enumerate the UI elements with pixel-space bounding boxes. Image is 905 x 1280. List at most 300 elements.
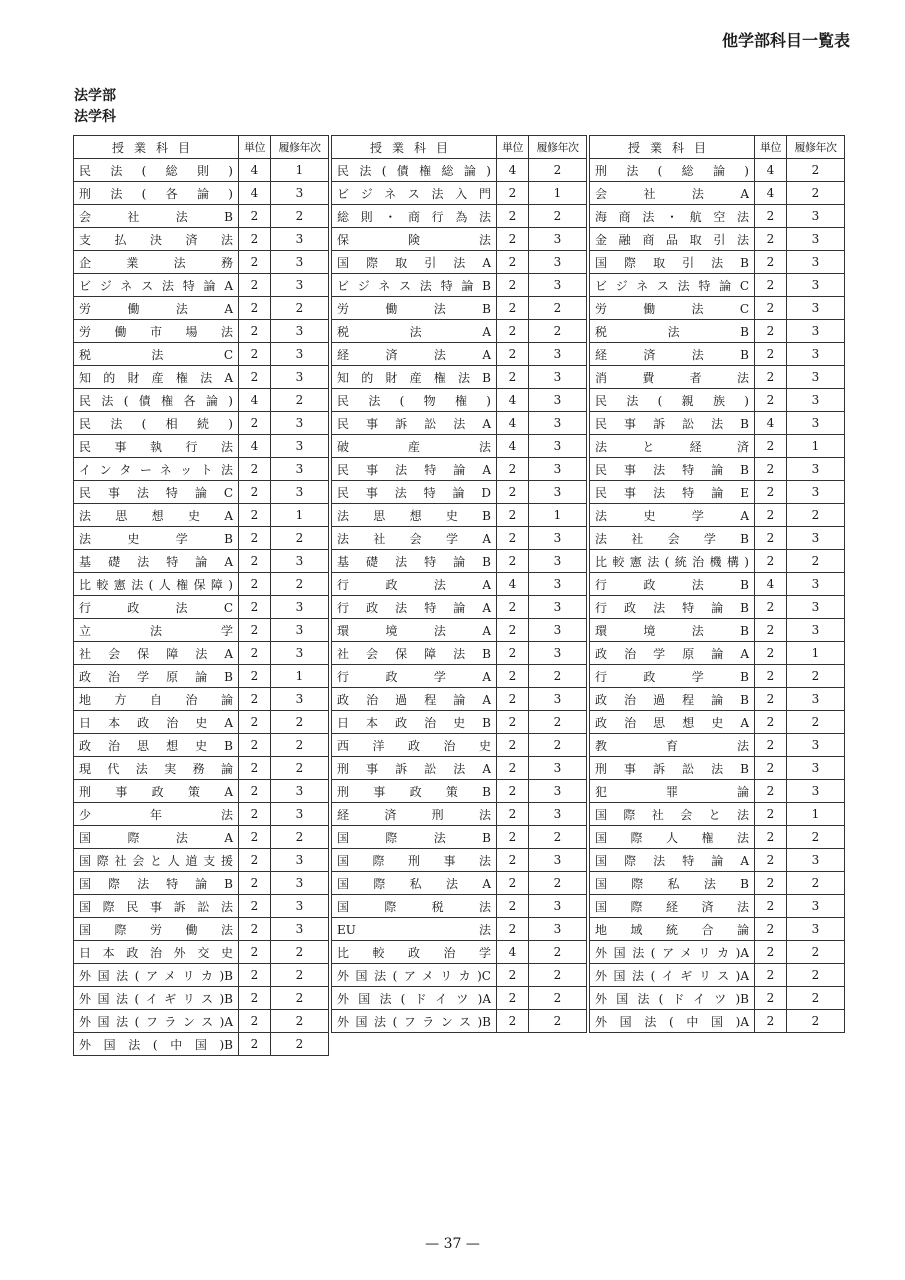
course-year: 2: [529, 711, 587, 734]
table-row: [74, 481, 329, 504]
table-row: [332, 1010, 587, 1033]
course-units: 2: [497, 619, 529, 642]
course-name: 国際社会と人道支援: [74, 849, 239, 872]
course-name: 民事法特論D: [332, 481, 497, 504]
course-units: 2: [239, 458, 271, 481]
course-name: 政治思想史B: [74, 734, 239, 757]
course-name: 外国法(ドイツ)B: [590, 987, 755, 1010]
course-year: 2: [787, 964, 845, 987]
course-units: 2: [497, 918, 529, 941]
table-row: [332, 688, 587, 711]
course-year: 2: [529, 665, 587, 688]
course-units: 2: [755, 895, 787, 918]
course-units: 2: [755, 1010, 787, 1033]
course-units: 2: [755, 435, 787, 458]
course-units: 2: [239, 1010, 271, 1033]
course-name: 経済法A: [332, 343, 497, 366]
table-row: [590, 389, 845, 412]
course-name: 日本政治史A: [74, 711, 239, 734]
course-name: 知的財産権法A: [74, 366, 239, 389]
course-units: 4: [497, 435, 529, 458]
course-name: 地方自治論: [74, 688, 239, 711]
course-year: 3: [787, 297, 845, 320]
course-year: 3: [529, 780, 587, 803]
course-units: 4: [755, 182, 787, 205]
header-units: 単位: [755, 136, 787, 159]
course-name: 国際法B: [332, 826, 497, 849]
course-units: 4: [755, 573, 787, 596]
course-year: 3: [271, 895, 329, 918]
table-row: [590, 412, 845, 435]
course-units: 2: [239, 550, 271, 573]
course-units: 2: [497, 297, 529, 320]
course-units: 2: [239, 366, 271, 389]
course-year: 3: [529, 550, 587, 573]
course-units: 2: [239, 987, 271, 1010]
course-name: 基礎法特論A: [74, 550, 239, 573]
course-year: 2: [787, 826, 845, 849]
table-row: [74, 366, 329, 389]
table-row: [590, 251, 845, 274]
course-units: 2: [755, 619, 787, 642]
course-units: 2: [497, 849, 529, 872]
course-name: 消費者法: [590, 366, 755, 389]
course-year: 3: [787, 389, 845, 412]
course-year: 2: [787, 665, 845, 688]
course-units: 2: [755, 987, 787, 1010]
course-year: 1: [787, 435, 845, 458]
header-subject-label: 授業科目: [111, 140, 200, 155]
course-name: 刑法(各論): [74, 182, 239, 205]
course-year: 3: [529, 228, 587, 251]
course-units: 2: [497, 803, 529, 826]
table-row: [74, 642, 329, 665]
course-name: 社会保障法B: [332, 642, 497, 665]
course-name: ビジネス法特論B: [332, 274, 497, 297]
course-units: 4: [497, 941, 529, 964]
course-units: 2: [755, 757, 787, 780]
course-name: 行政法A: [332, 573, 497, 596]
course-name: 法史学B: [74, 527, 239, 550]
header-subject-label: 授業科目: [627, 140, 716, 155]
course-name: 国際私法A: [332, 872, 497, 895]
course-year: 3: [271, 320, 329, 343]
course-year: 2: [787, 987, 845, 1010]
course-name: 法と経済: [590, 435, 755, 458]
course-year: 3: [271, 596, 329, 619]
course-units: 2: [497, 734, 529, 757]
course-units: 2: [755, 527, 787, 550]
course-year: 3: [271, 182, 329, 205]
course-year: 2: [529, 205, 587, 228]
header-subject: [74, 136, 239, 159]
course-name: 行政法特論A: [332, 596, 497, 619]
course-units: 2: [755, 481, 787, 504]
table-row: [590, 642, 845, 665]
table-row: [74, 918, 329, 941]
course-units: 2: [755, 918, 787, 941]
course-year: 2: [787, 872, 845, 895]
course-name: 経済法B: [590, 343, 755, 366]
course-units: 4: [755, 159, 787, 182]
course-units: 2: [239, 527, 271, 550]
course-year: 2: [529, 734, 587, 757]
table-row: [590, 297, 845, 320]
table-row: [332, 389, 587, 412]
course-name: 日本政治史B: [332, 711, 497, 734]
table-row: [332, 458, 587, 481]
course-year: 3: [271, 849, 329, 872]
table-header-row: [332, 136, 587, 159]
table-row: [74, 688, 329, 711]
course-name: 外国法(中国)B: [74, 1033, 239, 1056]
course-name: 比較憲法(統治機構): [590, 550, 755, 573]
course-year: 3: [271, 803, 329, 826]
table-row: [590, 964, 845, 987]
course-name: 外国法(イギリス)B: [74, 987, 239, 1010]
course-name: 会社法B: [74, 205, 239, 228]
table-row: [74, 320, 329, 343]
course-name: 会社法A: [590, 182, 755, 205]
course-units: 2: [755, 964, 787, 987]
table-row: [590, 987, 845, 1010]
course-name: 外国法(アメリカ)A: [590, 941, 755, 964]
table-row: [332, 711, 587, 734]
course-units: 2: [497, 1010, 529, 1033]
course-name: 法社会学B: [590, 527, 755, 550]
course-name: 政治過程論B: [590, 688, 755, 711]
course-year: 3: [529, 688, 587, 711]
table-row: [332, 642, 587, 665]
table-row: [590, 734, 845, 757]
course-name: 保険法: [332, 228, 497, 251]
course-name: 外国法(アメリカ)C: [332, 964, 497, 987]
course-name: 経済刑法: [332, 803, 497, 826]
table-row: [332, 159, 587, 182]
table-row: [332, 918, 587, 941]
course-name: 民事訴訟法A: [332, 412, 497, 435]
course-units: 2: [497, 182, 529, 205]
course-name: 国際法A: [74, 826, 239, 849]
course-year: 3: [787, 251, 845, 274]
header-subject: [590, 136, 755, 159]
course-units: 2: [755, 251, 787, 274]
course-name: 破産法: [332, 435, 497, 458]
course-year: 2: [271, 1010, 329, 1033]
course-year: 1: [271, 504, 329, 527]
course-name: 民法(相続): [74, 412, 239, 435]
course-name: 現代法実務論: [74, 757, 239, 780]
course-name: 国際法特論B: [74, 872, 239, 895]
faculty-block: [74, 86, 116, 128]
course-name: 国際人権法: [590, 826, 755, 849]
course-name: 労働法A: [74, 297, 239, 320]
table-row: [590, 941, 845, 964]
course-name: 国際社会と法: [590, 803, 755, 826]
table-row: [332, 228, 587, 251]
course-name: 行政法特論B: [590, 596, 755, 619]
table-row: [332, 435, 587, 458]
course-year: 3: [529, 274, 587, 297]
course-units: 2: [755, 274, 787, 297]
course-name: 刑事政策B: [332, 780, 497, 803]
header-year: 履修年次: [529, 136, 587, 159]
course-year: 2: [271, 987, 329, 1010]
course-units: 2: [497, 665, 529, 688]
table-row: [332, 964, 587, 987]
course-units: 4: [239, 435, 271, 458]
course-units: 2: [497, 642, 529, 665]
course-units: 2: [239, 596, 271, 619]
course-units: 2: [497, 826, 529, 849]
course-year: 3: [787, 320, 845, 343]
course-units: 4: [239, 159, 271, 182]
table-row: [332, 320, 587, 343]
course-units: 2: [497, 550, 529, 573]
course-name: 国際法特論A: [590, 849, 755, 872]
course-year: 3: [787, 412, 845, 435]
table-row: [74, 228, 329, 251]
course-year: 2: [271, 734, 329, 757]
course-units: 2: [497, 596, 529, 619]
course-year: 2: [271, 941, 329, 964]
table-row: [332, 803, 587, 826]
course-name: 行政学B: [590, 665, 755, 688]
course-year: 2: [529, 987, 587, 1010]
header-year: 履修年次: [271, 136, 329, 159]
course-units: 4: [497, 412, 529, 435]
course-year: 2: [271, 757, 329, 780]
table-row: [590, 366, 845, 389]
course-year: 1: [529, 504, 587, 527]
course-units: 4: [497, 159, 529, 182]
course-name: 国際私法B: [590, 872, 755, 895]
course-name: 外国法(ドイツ)A: [332, 987, 497, 1010]
course-year: 3: [529, 389, 587, 412]
table-row: [590, 895, 845, 918]
course-units: 2: [239, 826, 271, 849]
course-units: 2: [497, 895, 529, 918]
course-year: 3: [787, 527, 845, 550]
course-year: 3: [271, 550, 329, 573]
course-name: 国際税法: [332, 895, 497, 918]
course-name: 民法(総則): [74, 159, 239, 182]
course-year: 3: [787, 366, 845, 389]
course-units: 4: [755, 412, 787, 435]
course-units: 2: [755, 849, 787, 872]
table-row: [332, 596, 587, 619]
table-row: [332, 251, 587, 274]
course-name: 外国法(中国)A: [590, 1010, 755, 1033]
course-units: 2: [755, 734, 787, 757]
course-units: 4: [239, 389, 271, 412]
course-name: 民法(債権各論): [74, 389, 239, 412]
course-year: 3: [787, 481, 845, 504]
table-row: [74, 849, 329, 872]
course-name: 労働市場法: [74, 320, 239, 343]
table-header-row: [74, 136, 329, 159]
course-year: 3: [529, 849, 587, 872]
course-units: 2: [497, 711, 529, 734]
course-units: 4: [239, 182, 271, 205]
course-year: 3: [271, 412, 329, 435]
table-row: [332, 619, 587, 642]
table-row: [74, 159, 329, 182]
course-year: 3: [529, 527, 587, 550]
table-row: [590, 826, 845, 849]
course-name: 総則・商行為法: [332, 205, 497, 228]
course-units: 2: [497, 987, 529, 1010]
course-name: 政治思想史A: [590, 711, 755, 734]
course-name: 外国法(アメリカ)B: [74, 964, 239, 987]
course-units: 2: [497, 688, 529, 711]
table-row: [590, 757, 845, 780]
course-year: 2: [787, 1010, 845, 1033]
course-name: 教育法: [590, 734, 755, 757]
course-units: 2: [755, 780, 787, 803]
course-units: 2: [755, 826, 787, 849]
course-units: 2: [497, 274, 529, 297]
course-units: 2: [239, 780, 271, 803]
table-row: [74, 895, 329, 918]
course-year: 3: [529, 435, 587, 458]
course-units: 2: [239, 573, 271, 596]
table-row: [332, 205, 587, 228]
course-name: 政治学原論B: [74, 665, 239, 688]
course-year: 1: [787, 642, 845, 665]
table-row: [332, 573, 587, 596]
course-year: 2: [529, 964, 587, 987]
course-year: 3: [529, 895, 587, 918]
course-units: 2: [239, 734, 271, 757]
course-units: 2: [239, 964, 271, 987]
course-year: 3: [787, 780, 845, 803]
course-units: 2: [239, 274, 271, 297]
course-year: 3: [529, 619, 587, 642]
course-year: 3: [529, 642, 587, 665]
course-year: 1: [787, 803, 845, 826]
course-units: 2: [239, 205, 271, 228]
course-year: 2: [271, 389, 329, 412]
course-units: 2: [239, 412, 271, 435]
course-name: 外国法(フランス)B: [332, 1010, 497, 1033]
course-year: 2: [529, 1010, 587, 1033]
course-units: 2: [497, 228, 529, 251]
course-name: 行政法B: [590, 573, 755, 596]
course-units: 2: [497, 366, 529, 389]
course-name: 企業法務: [74, 251, 239, 274]
course-year: 2: [271, 297, 329, 320]
course-units: 2: [239, 642, 271, 665]
course-year: 3: [787, 228, 845, 251]
course-name: 立法学: [74, 619, 239, 642]
header-year: 履修年次: [787, 136, 845, 159]
course-year: 3: [529, 596, 587, 619]
table-row: [332, 757, 587, 780]
course-units: 2: [239, 918, 271, 941]
course-year: 2: [271, 527, 329, 550]
course-units: 2: [239, 941, 271, 964]
course-name: 税法B: [590, 320, 755, 343]
table-row: [332, 343, 587, 366]
course-name: 行政学A: [332, 665, 497, 688]
course-units: 4: [497, 389, 529, 412]
table-row: [74, 297, 329, 320]
course-units: 2: [497, 872, 529, 895]
table-row: [590, 711, 845, 734]
course-name: 法社会学A: [332, 527, 497, 550]
table-row: [590, 320, 845, 343]
table-row: [74, 1033, 329, 1056]
course-year: 3: [787, 688, 845, 711]
course-year: 3: [787, 895, 845, 918]
course-year: 2: [787, 159, 845, 182]
course-units: 2: [755, 458, 787, 481]
course-name: 刑事政策A: [74, 780, 239, 803]
table-row: [74, 734, 329, 757]
course-name: 民事訴訟法B: [590, 412, 755, 435]
table-row: [74, 435, 329, 458]
table-row: [332, 527, 587, 550]
course-units: 2: [497, 251, 529, 274]
course-units: 2: [755, 803, 787, 826]
table-row: [590, 918, 845, 941]
course-units: 2: [239, 619, 271, 642]
department-name: 法学科: [74, 109, 116, 125]
course-name: ビジネス法特論C: [590, 274, 755, 297]
course-name: 西洋政治史: [332, 734, 497, 757]
course-units: 2: [755, 550, 787, 573]
course-name: 政治学原論A: [590, 642, 755, 665]
table-row: [590, 527, 845, 550]
course-units: 2: [497, 757, 529, 780]
course-year: 2: [787, 711, 845, 734]
course-units: 2: [239, 481, 271, 504]
course-year: 2: [271, 573, 329, 596]
course-name: 民法(親族): [590, 389, 755, 412]
course-name: ビジネス法特論A: [74, 274, 239, 297]
course-year: 3: [787, 458, 845, 481]
course-year: 2: [271, 964, 329, 987]
course-year: 3: [271, 481, 329, 504]
course-name: 刑法(総論): [590, 159, 755, 182]
course-year: 3: [271, 274, 329, 297]
course-units: 2: [755, 389, 787, 412]
course-name: 民事法特論E: [590, 481, 755, 504]
course-units: 2: [239, 320, 271, 343]
table-row: [590, 343, 845, 366]
table-row: [74, 964, 329, 987]
course-year: 1: [271, 159, 329, 182]
course-name: 民事法特論C: [74, 481, 239, 504]
course-year: 3: [529, 458, 587, 481]
course-name: 外国法(フランス)A: [74, 1010, 239, 1033]
course-units: 2: [239, 228, 271, 251]
table-row: [74, 573, 329, 596]
table-header-row: [590, 136, 845, 159]
table-row: [590, 550, 845, 573]
course-name: 日本政治外交史: [74, 941, 239, 964]
course-name: 税法C: [74, 343, 239, 366]
course-year: 2: [271, 1033, 329, 1056]
table-row: [74, 182, 329, 205]
course-units: 2: [239, 665, 271, 688]
course-year: 3: [271, 343, 329, 366]
table-row: [332, 895, 587, 918]
course-name: EU法: [332, 918, 497, 941]
course-name: 国際労働法: [74, 918, 239, 941]
course-units: 2: [755, 596, 787, 619]
